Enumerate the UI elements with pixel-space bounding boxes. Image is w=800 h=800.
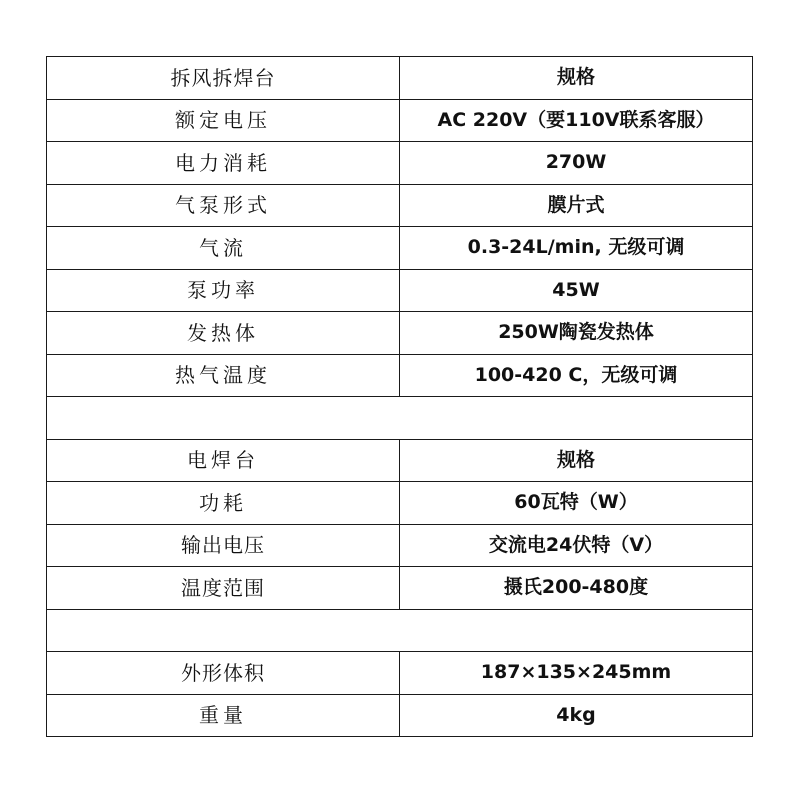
section-title-hot-air: 拆风拆焊台 [47, 57, 400, 100]
param-value: 250W陶瓷发热体 [400, 312, 753, 355]
table-row [47, 312, 753, 355]
table-row [47, 524, 753, 567]
table-row [47, 269, 753, 312]
param-value: 摄氏200-480度 [400, 567, 753, 610]
param-label: 热气温度 [47, 354, 400, 397]
param-label: 气泵形式 [47, 184, 400, 227]
param-value: 187×135×245mm [400, 652, 753, 695]
table-row [47, 652, 753, 695]
param-label: 功耗 [47, 482, 400, 525]
spec-column-header: 规格 [400, 439, 753, 482]
param-label: 额定电压 [47, 99, 400, 142]
spacer-row [47, 609, 753, 652]
table-row [47, 482, 753, 525]
spec-table [46, 56, 753, 737]
param-value: 交流电24伏特（V） [400, 524, 753, 567]
empty-separator-cell [47, 397, 753, 440]
param-value: 膜片式 [400, 184, 753, 227]
param-label: 外形体积 [47, 652, 400, 695]
param-label: 气流 [47, 227, 400, 270]
param-value: 4kg [400, 694, 753, 737]
empty-separator-cell [47, 609, 753, 652]
spacer-row [47, 397, 753, 440]
table-row [47, 354, 753, 397]
param-value: 100-420 C，无级可调 [400, 354, 753, 397]
param-label: 重量 [47, 694, 400, 737]
param-value: 270W [400, 142, 753, 185]
table-row [47, 567, 753, 610]
table-row [47, 99, 753, 142]
param-value: 45W [400, 269, 753, 312]
param-value: 60瓦特（W） [400, 482, 753, 525]
table-row [47, 694, 753, 737]
param-label: 输出电压 [47, 524, 400, 567]
param-label: 泵功率 [47, 269, 400, 312]
table-row [47, 184, 753, 227]
param-label: 电力消耗 [47, 142, 400, 185]
table-row-header [47, 439, 753, 482]
param-label: 发热体 [47, 312, 400, 355]
table-row [47, 227, 753, 270]
param-value: 0.3-24L/min, 无级可调 [400, 227, 753, 270]
param-value: AC 220V（要110V联系客服） [400, 99, 753, 142]
spec-column-header: 规格 [400, 57, 753, 100]
table-row [47, 142, 753, 185]
section-title-soldering: 电焊台 [47, 439, 400, 482]
table-row-header [47, 57, 753, 100]
param-label: 温度范围 [47, 567, 400, 610]
